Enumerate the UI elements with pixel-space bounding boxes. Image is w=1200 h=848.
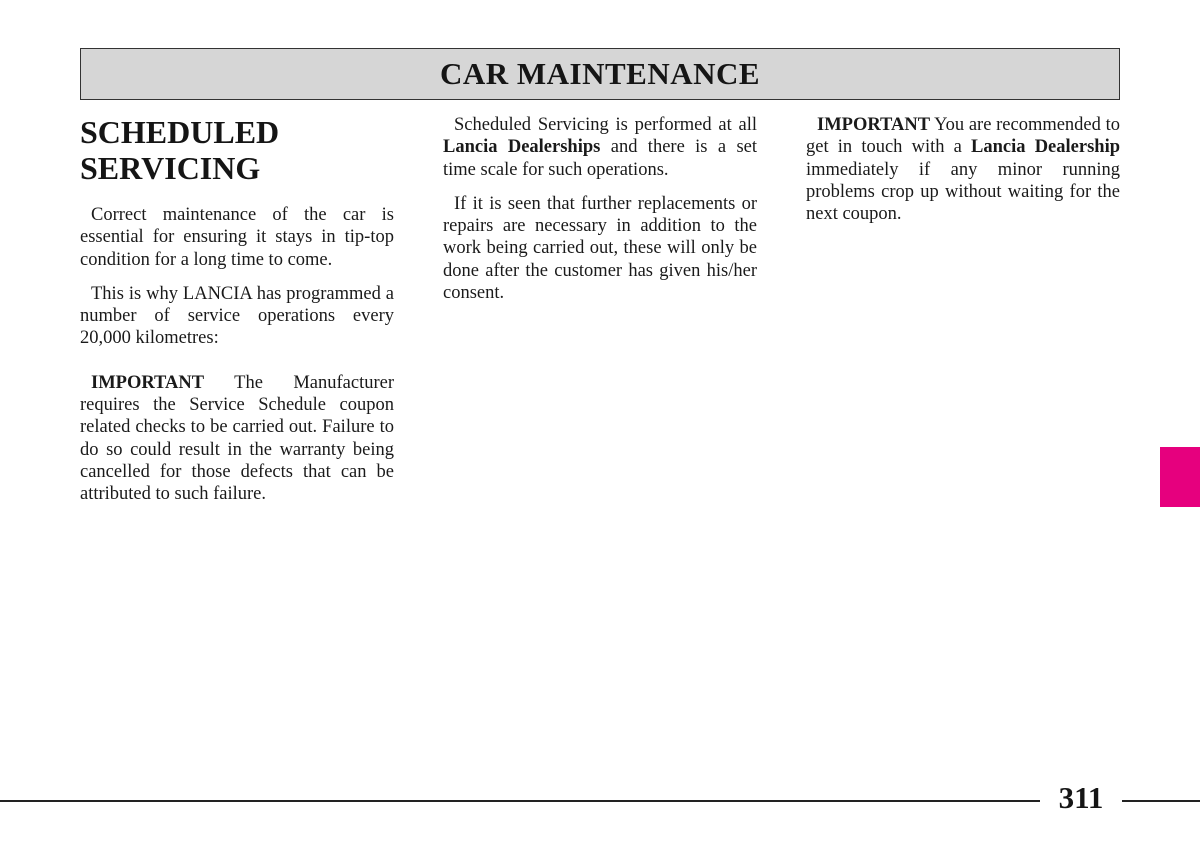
important-text: The Manufacturer requires the Service Schedule coupon related checks to be carried out. Failure to do so could result in the warranty being cancelled for those defects that can be attributed to such failure. [80, 372, 394, 505]
note-text-1: You are recommended to get in touch with a [806, 115, 1120, 158]
page-number: 311 [1058, 780, 1104, 815]
important-note-manufacturer [80, 372, 394, 506]
section-title-line-1: SCHEDULED [80, 114, 280, 150]
paragraph-service-program: This is why LANCIA has programmed a number of service operations every 20,000 kilometres: [80, 283, 394, 349]
paragraph-scheduled-servicing [443, 114, 757, 181]
dealership-bold: Lancia Dealership [971, 137, 1120, 158]
section-side-tab [1160, 447, 1200, 507]
para-text-end: and there is a set time scale for such operations. [443, 137, 757, 180]
paragraph-maintenance: Correct maintenance of the car is essential for ensuring it stays in tip-top condition for a long time to come. [80, 205, 394, 270]
footer-rule-left [0, 800, 1040, 802]
section-title [80, 114, 394, 186]
column-1 [80, 114, 394, 518]
dealerships-bold: Lancia Dealerships [443, 137, 601, 158]
header-band [80, 48, 1120, 100]
para-text-start: Scheduled Servicing is performed at all [454, 115, 757, 135]
important-note-dealership [806, 114, 1120, 225]
section-title-line-2: SERVICING [80, 150, 261, 186]
paragraph-replacements: If it is seen that further replacements or repairs are necessary in addition to the work being carried out, these will only be done after the customer has given his/her consent. [443, 193, 757, 304]
column-2 [443, 114, 757, 316]
column-3 [806, 114, 1120, 237]
footer-rule-right [1122, 800, 1200, 802]
important-label: IMPORTANT [91, 372, 205, 393]
important-label: IMPORTANT [817, 115, 931, 135]
note-text-2: immediately if any minor running problems crop up without waiting for the next coupon. [806, 159, 1120, 225]
page-header-title: CAR MAINTENANCE [439, 56, 761, 91]
